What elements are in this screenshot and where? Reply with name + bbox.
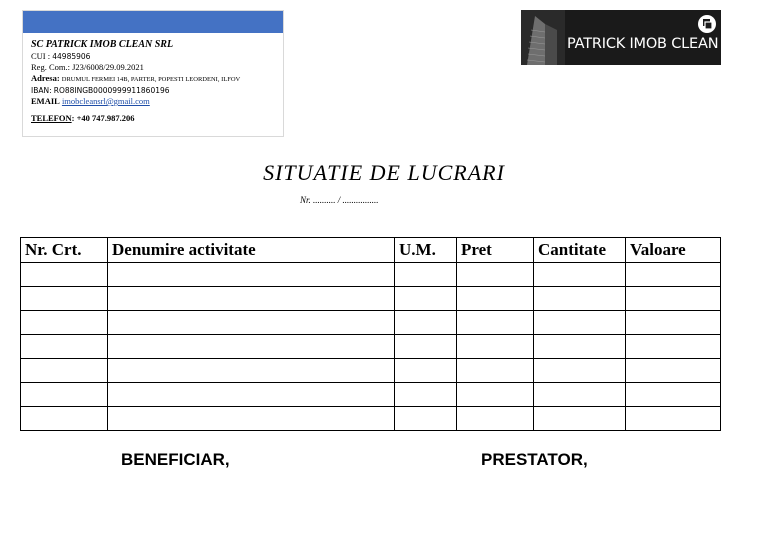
card-body <box>23 33 283 123</box>
reg-line <box>31 62 275 73</box>
table-cell <box>108 407 395 431</box>
reg-label: Reg. Com.: <box>31 62 70 72</box>
table-cell <box>534 407 626 431</box>
works-table <box>20 237 721 431</box>
table-cell <box>457 383 534 407</box>
table-cell <box>534 335 626 359</box>
table-cell <box>626 335 721 359</box>
header-um: U.M. <box>395 238 457 263</box>
phone-value: : +40 747.987.206 <box>71 113 135 123</box>
table-cell <box>21 359 108 383</box>
table-cell <box>395 359 457 383</box>
address-value: DRUMUL FERMEI 14B, PARTER, POPESTI LEORDENI, ILFOV <box>61 76 241 83</box>
table-cell <box>21 287 108 311</box>
table-cell <box>457 335 534 359</box>
table-cell <box>108 359 395 383</box>
table-cell <box>457 311 534 335</box>
header-nr-crt: Nr. Crt. <box>21 238 108 263</box>
table-row <box>21 383 721 407</box>
header-denumire: Denumire activitate <box>108 238 395 263</box>
table-cell <box>534 263 626 287</box>
table-cell <box>108 311 395 335</box>
table-cell <box>457 287 534 311</box>
table-cell <box>626 311 721 335</box>
header-cantitate: Cantitate <box>534 238 626 263</box>
table-cell <box>457 263 534 287</box>
table-cell <box>108 383 395 407</box>
table-header-row <box>21 238 721 263</box>
header-pret: Pret <box>457 238 534 263</box>
reg-value: J23/6008/29.09.2021 <box>72 62 144 72</box>
table-cell <box>626 287 721 311</box>
document-title <box>0 160 768 186</box>
phone-line <box>31 113 275 123</box>
beneficiar-label: BENEFICIAR, <box>121 450 230 469</box>
prestator-label: PRESTATOR, <box>481 450 588 469</box>
table-cell <box>534 311 626 335</box>
table-cell <box>21 263 108 287</box>
email-label: EMAIL <box>31 96 60 106</box>
table-cell <box>21 383 108 407</box>
table-cell <box>457 359 534 383</box>
table-cell <box>108 287 395 311</box>
table-cell <box>21 311 108 335</box>
table-cell <box>395 383 457 407</box>
phone-label: TELEFON <box>31 113 72 123</box>
document-title-text: SITUATIE DE LUCRARI <box>263 160 505 185</box>
table-cell <box>108 335 395 359</box>
iban-label: IBAN: <box>31 86 52 95</box>
building-icon <box>521 10 565 65</box>
table-cell <box>457 407 534 431</box>
iban-value: RO88INGB0000999911860196 <box>53 86 170 95</box>
cui-value: 44985906 <box>52 52 91 61</box>
table-cell <box>395 311 457 335</box>
table-cell <box>534 359 626 383</box>
table-cell <box>626 359 721 383</box>
card-header-bar <box>23 11 283 33</box>
table-row <box>21 287 721 311</box>
iban-line <box>31 85 275 96</box>
table-cell <box>108 263 395 287</box>
email-line <box>31 96 275 107</box>
table-row <box>21 359 721 383</box>
table-cell <box>395 263 457 287</box>
logo-text: PATRICK IMOB CLEAN <box>567 36 719 52</box>
table-row <box>21 407 721 431</box>
document-number-line: Nr. .......... / ................ <box>300 195 379 205</box>
address-line <box>31 73 275 85</box>
header-valoare: Valoare <box>626 238 721 263</box>
company-logo <box>521 10 721 65</box>
table-body <box>21 263 721 431</box>
table-cell <box>534 287 626 311</box>
table-cell <box>626 383 721 407</box>
logo-badge-icon <box>697 14 717 34</box>
table-cell <box>395 407 457 431</box>
table-cell <box>534 383 626 407</box>
company-info-card <box>22 10 284 137</box>
table-row <box>21 335 721 359</box>
table-cell <box>21 335 108 359</box>
cui-label: CUI : <box>31 51 51 61</box>
table-cell <box>395 335 457 359</box>
table-cell <box>626 263 721 287</box>
table-cell <box>395 287 457 311</box>
table-row <box>21 263 721 287</box>
table-cell <box>21 407 108 431</box>
address-label: Adresa: <box>31 73 60 83</box>
table-cell <box>626 407 721 431</box>
cui-line <box>31 51 275 62</box>
table-row <box>21 311 721 335</box>
company-name: SC PATRICK IMOB CLEAN SRL <box>31 39 174 50</box>
email-link[interactable]: imobcleansrl@gmail.com <box>61 96 150 106</box>
